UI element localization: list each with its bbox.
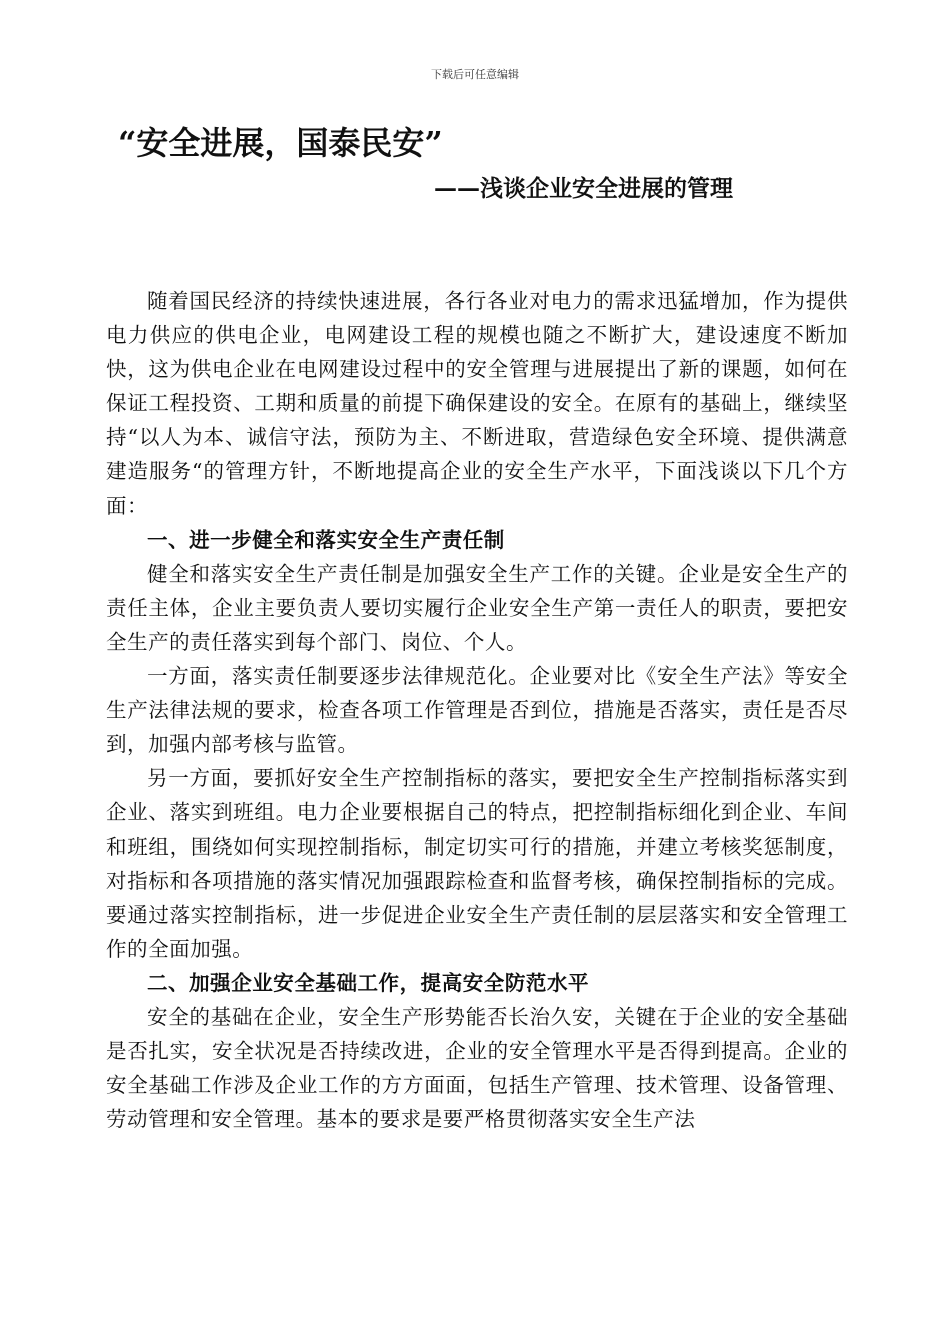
section-heading-2: 二、加强企业安全基础工作，提高安全防范水平 [147, 970, 590, 995]
document-subtitle: ——浅谈企业安全进展的管理 [434, 175, 733, 202]
paragraph-intro: 随着国民经济的持续快速进展，各行各业对电力的需求迅猛增加，作为提供电力供应的供电企业，电网建设工程的规模也随之不断扩大，建设速度不断加快，这为供电企业在电网建设过程中的安全管理与进展提出了新的课题，如何在保证工程投资、工期和质量的前提下确保建设的安全。在原有的基础上，继续坚持“以人为本、诚信守法，预防为主、不断进取，营造绿色安全环境、提供满意建造服务“的管理方针，不断地提高企业的安全生产水平，下面浅谈以下几个方面： [106, 289, 848, 518]
document-body [106, 284, 848, 1136]
paragraph-safety-basics: 安全的基础在企业，安全生产形势能否长治久安，关键在于企业的安全基础是否扎实，安全状况是否持续改进，企业的安全管理水平是否得到提高。企业的安全基础工作涉及企业工作的方方面面，包括生产管理、技术管理、设备管理、劳动管理和安全管理。基本的要求是要严格贯彻落实安全生产法 [106, 1004, 848, 1132]
document-title: “安全进展，国泰民安” [118, 124, 443, 162]
paragraph-legal-norms: 一方面，落实责任制要逐步法律规范化。企业要对比《安全生产法》等安全生产法律法规的要求，检查各项工作管理是否到位，措施是否落实，责任是否尽到，加强内部考核与监管。 [106, 664, 848, 757]
section-heading-1: 一、进一步健全和落实安全生产责任制 [147, 527, 505, 552]
paragraph-control-targets: 另一方面，要抓好安全生产控制指标的落实，要把安全生产控制指标落实到企业、落实到班组。电力企业要根据自己的特点，把控制指标细化到企业、车间和班组，围绕如何实现控制指标，制定切实可行的措施，并建立考核奖惩制度，对指标和各项措施的落实情况加强跟踪检查和监督考核，确保控制指标的完成。要通过落实控制指标，进一步促进企业安全生产责任制的层层落实和安全管理工作的全面加强。 [106, 766, 848, 961]
header-note: 下载后可任意编辑 [431, 68, 519, 81]
paragraph-responsibility: 健全和落实安全生产责任制是加强安全生产工作的关键。企业是安全生产的责任主体，企业主要负责人要切实履行企业安全生产第一责任人的职责，要把安全生产的责任落实到每个部门、岗位、个人。 [106, 561, 848, 654]
